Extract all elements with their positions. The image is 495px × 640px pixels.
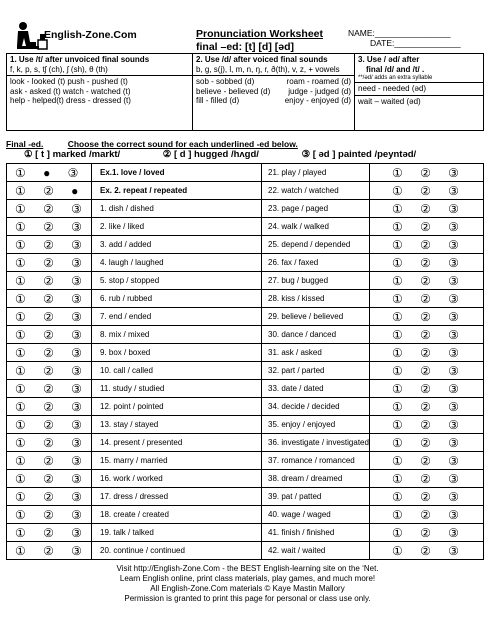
answer-choices[interactable]: ① ● ③ bbox=[7, 164, 92, 181]
word-pair: 6. rub / rubbed bbox=[92, 290, 262, 307]
word-pair: 34. decide / decided bbox=[262, 398, 370, 415]
key-d: ② [ d ] hugged /hʌgd/ bbox=[162, 149, 259, 160]
rule-example: fill - filled (d) bbox=[196, 96, 240, 105]
word-pair: 42. wait / waited bbox=[262, 542, 370, 559]
table-row bbox=[7, 308, 483, 326]
word-pair: 40. wage / waged bbox=[262, 506, 370, 523]
answer-choices[interactable]: ① ② ③ bbox=[7, 452, 92, 469]
rule-example: help - helped(t) dress - dressed (t) bbox=[10, 96, 131, 105]
rule-ed-syllable bbox=[355, 54, 483, 130]
word-pair: 29. believe / believed bbox=[262, 308, 370, 325]
rule-sounds: f, k, p, s, tʃ (ch), ʃ (sh), θ (th) bbox=[7, 65, 192, 77]
answer-key bbox=[6, 149, 484, 160]
answer-choices[interactable]: ① ② ③ bbox=[392, 273, 466, 288]
rule-example: enjoy - enjoyed (d) bbox=[284, 96, 351, 105]
rule-note: **/əd/ adds an extra syllable bbox=[358, 75, 433, 81]
word-pair: 36. investigate / investigated bbox=[262, 434, 370, 451]
answer-choices[interactable]: ① ② ③ bbox=[7, 506, 92, 523]
table-row bbox=[7, 398, 483, 416]
rule-example: need - needed (əd) bbox=[355, 82, 483, 95]
table-row bbox=[7, 236, 483, 254]
date-field[interactable]: DATE:______________ bbox=[370, 38, 461, 48]
word-pair: 2. like / liked bbox=[92, 218, 262, 235]
rule-example: roam - roamed (d) bbox=[286, 77, 351, 86]
answer-choices[interactable]: ① ② ③ bbox=[7, 218, 92, 235]
rule-example: believe - believed (d) bbox=[196, 86, 271, 96]
answer-choices[interactable]: ① ② ③ bbox=[7, 344, 92, 361]
word-pair: 7. end / ended bbox=[92, 308, 262, 325]
worksheet-table bbox=[6, 163, 484, 560]
word-pair: 23. page / paged bbox=[262, 200, 370, 217]
word-pair: Ex. 2. repeat / repeated bbox=[92, 182, 262, 199]
footer-line: Learn English online, print class materials, play games, and much more! bbox=[119, 574, 376, 583]
word-pair: 30. dance / danced bbox=[262, 326, 370, 343]
instructions-text: Choose the correct sound for each underlined -ed below. bbox=[67, 139, 298, 149]
table-row bbox=[7, 218, 483, 236]
rule-heading-2: final /d/ and /t/ . bbox=[366, 64, 425, 74]
answer-choices[interactable]: ① ② ③ bbox=[392, 435, 466, 450]
word-pair: 3. add / added bbox=[92, 236, 262, 253]
table-row bbox=[7, 470, 483, 488]
answer-choices[interactable]: ① ② ③ bbox=[7, 272, 92, 289]
answer-choices[interactable]: ① ② ③ bbox=[392, 453, 466, 468]
footer-line: Permission is granted to print this page for personal or class use only. bbox=[124, 594, 371, 603]
word-pair: 18. create / created bbox=[92, 506, 262, 523]
rule-example: sob - sobbed (d) bbox=[196, 77, 255, 86]
table-row bbox=[7, 542, 483, 560]
word-pair: 13. stay / stayed bbox=[92, 416, 262, 433]
name-field[interactable]: NAME:________________ bbox=[348, 28, 451, 38]
rule-example: wait – waited (əd) bbox=[355, 95, 483, 108]
footer-line: All English-Zone.Com materials © Kaye Mastin Mallory bbox=[150, 584, 345, 593]
brand-name: English-Zone.Com bbox=[44, 29, 137, 41]
key-ed: ③ [ əd ] painted /peyntəd/ bbox=[301, 149, 417, 160]
word-pair: 38. dream / dreamed bbox=[262, 470, 370, 487]
word-pair: 28. kiss / kissed bbox=[262, 290, 370, 307]
word-pair: 17. dress / dressed bbox=[92, 488, 262, 505]
answer-choices[interactable]: ① ② ③ bbox=[392, 345, 466, 360]
rules-box bbox=[6, 53, 484, 131]
answer-choices[interactable]: ① ② ③ bbox=[392, 309, 466, 324]
instructions bbox=[6, 139, 484, 149]
answer-choices[interactable]: ① ② ③ bbox=[7, 434, 92, 451]
answer-choices[interactable]: ① ② ③ bbox=[7, 326, 92, 343]
table-row bbox=[7, 488, 483, 506]
answer-choices[interactable]: ① ② ③ bbox=[392, 183, 466, 198]
answer-choices[interactable]: ① ② ③ bbox=[7, 290, 92, 307]
table-row bbox=[7, 416, 483, 434]
table-row bbox=[7, 380, 483, 398]
rule-heading: 2. Use /d/ after voiced final sounds bbox=[196, 55, 328, 64]
table-row bbox=[7, 182, 483, 200]
answer-choices[interactable]: ① ② ③ bbox=[392, 471, 466, 486]
table-row bbox=[7, 254, 483, 272]
answer-choices[interactable]: ① ② ③ bbox=[7, 488, 92, 505]
word-pair: 9. box / boxed bbox=[92, 344, 262, 361]
instructions-label: Final -ed. bbox=[6, 139, 44, 149]
answer-choices[interactable]: ① ② ③ bbox=[392, 363, 466, 378]
word-pair: 16. work / worked bbox=[92, 470, 262, 487]
answer-choices[interactable]: ① ② ③ bbox=[7, 236, 92, 253]
rule-heading: 3. Use / əd/ after bbox=[358, 55, 420, 64]
answer-choices[interactable]: ① ② ③ bbox=[392, 165, 466, 180]
table-row bbox=[7, 272, 483, 290]
answer-choices[interactable]: ① ② ③ bbox=[7, 470, 92, 487]
answer-choices[interactable]: ① ② ③ bbox=[392, 327, 466, 342]
answer-choices[interactable]: ① ② ● bbox=[7, 182, 92, 199]
footer-line: Visit http://English-Zone.Com - the BEST English-learning site on the ‘Net. bbox=[116, 564, 379, 573]
word-pair: 32. part / parted bbox=[262, 362, 370, 379]
table-row bbox=[7, 326, 483, 344]
answer-choices[interactable]: ① ② ③ bbox=[392, 291, 466, 306]
answer-choices[interactable]: ① ② ③ bbox=[7, 416, 92, 433]
word-pair: 11. study / studied bbox=[92, 380, 262, 397]
footer bbox=[0, 564, 495, 604]
table-row bbox=[7, 524, 483, 542]
answer-choices[interactable]: ① ② ③ bbox=[392, 507, 466, 522]
answer-choices[interactable]: ① ② ③ bbox=[392, 525, 466, 540]
answer-choices[interactable]: ① ② ③ bbox=[392, 417, 466, 432]
word-pair: 39. pat / patted bbox=[262, 488, 370, 505]
answer-choices[interactable]: ① ② ③ bbox=[392, 489, 466, 504]
word-pair: 4. laugh / laughed bbox=[92, 254, 262, 271]
word-pair: 22. watch / watched bbox=[262, 182, 370, 199]
word-pair: 12. point / pointed bbox=[92, 398, 262, 415]
word-pair: 24. walk / walked bbox=[262, 218, 370, 235]
rule-sounds: b, g, s(j), l, m, n, ŋ, r, ð(th), v, z, + vowels bbox=[193, 65, 354, 77]
answer-choices[interactable]: ① ② ③ bbox=[392, 381, 466, 396]
answer-choices[interactable]: ① ② ③ bbox=[7, 254, 92, 271]
rule-example: look - looked (t) push - pushed (t) bbox=[10, 77, 128, 86]
answer-choices[interactable]: ① ② ③ bbox=[7, 308, 92, 325]
page-title: Pronunciation Worksheet bbox=[196, 28, 323, 40]
word-pair: 21. play / played bbox=[262, 164, 370, 181]
answer-choices[interactable]: ① ② ③ bbox=[7, 200, 92, 217]
table-row bbox=[7, 344, 483, 362]
answer-choices[interactable]: ① ② ③ bbox=[7, 362, 92, 379]
rule-heading: 1. Use /t/ after unvoiced final sounds bbox=[10, 55, 150, 64]
word-pair: Ex.1. love / loved bbox=[92, 164, 262, 181]
table-row bbox=[7, 434, 483, 452]
table-row bbox=[7, 362, 483, 380]
answer-choices[interactable]: ① ② ③ bbox=[7, 398, 92, 415]
answer-choices[interactable]: ① ② ③ bbox=[392, 219, 466, 234]
word-pair: 5. stop / stopped bbox=[92, 272, 262, 289]
table-row bbox=[7, 164, 483, 182]
word-pair: 8. mix / mixed bbox=[92, 326, 262, 343]
table-row bbox=[7, 290, 483, 308]
answer-choices[interactable]: ① ② ③ bbox=[392, 201, 466, 216]
word-pair: 25. depend / depended bbox=[262, 236, 370, 253]
word-pair: 1. dish / dished bbox=[92, 200, 262, 217]
answer-choices[interactable]: ① ② ③ bbox=[7, 380, 92, 397]
word-pair: 26. fax / faxed bbox=[262, 254, 370, 271]
word-pair: 41. finish / finished bbox=[262, 524, 370, 541]
word-pair: 37. romance / romanced bbox=[262, 452, 370, 469]
word-pair: 27. bug / bugged bbox=[262, 272, 370, 289]
rule-example: ask - asked (t) watch - watched (t) bbox=[10, 86, 131, 96]
rule-example: judge - judged (d) bbox=[288, 86, 351, 96]
rule-unvoiced bbox=[7, 54, 193, 130]
word-pair: 15. marry / married bbox=[92, 452, 262, 469]
word-pair: 31. ask / asked bbox=[262, 344, 370, 361]
answer-choices[interactable]: ① ② ③ bbox=[7, 524, 92, 541]
answer-choices[interactable]: ① ② ③ bbox=[392, 543, 466, 558]
table-row bbox=[7, 200, 483, 218]
table-row bbox=[7, 506, 483, 524]
answer-choices[interactable]: ① ② ③ bbox=[392, 399, 466, 414]
rule-voiced bbox=[193, 54, 355, 130]
key-t: ① [ t ] marked /markt/ bbox=[24, 149, 121, 160]
table-row bbox=[7, 452, 483, 470]
word-pair: 33. date / dated bbox=[262, 380, 370, 397]
answer-choices[interactable]: ① ② ③ bbox=[392, 255, 466, 270]
word-pair: 35. enjoy / enjoyed bbox=[262, 416, 370, 433]
word-pair: 19. talk / talked bbox=[92, 524, 262, 541]
answer-choices[interactable]: ① ② ③ bbox=[392, 237, 466, 252]
word-pair: 10. call / called bbox=[92, 362, 262, 379]
answer-choices[interactable]: ① ② ③ bbox=[7, 542, 92, 559]
word-pair: 14. present / presented bbox=[92, 434, 262, 451]
page-subtitle: final –ed: [t] [d] [əd] bbox=[196, 41, 294, 53]
word-pair: 20. continue / continued bbox=[92, 542, 262, 559]
